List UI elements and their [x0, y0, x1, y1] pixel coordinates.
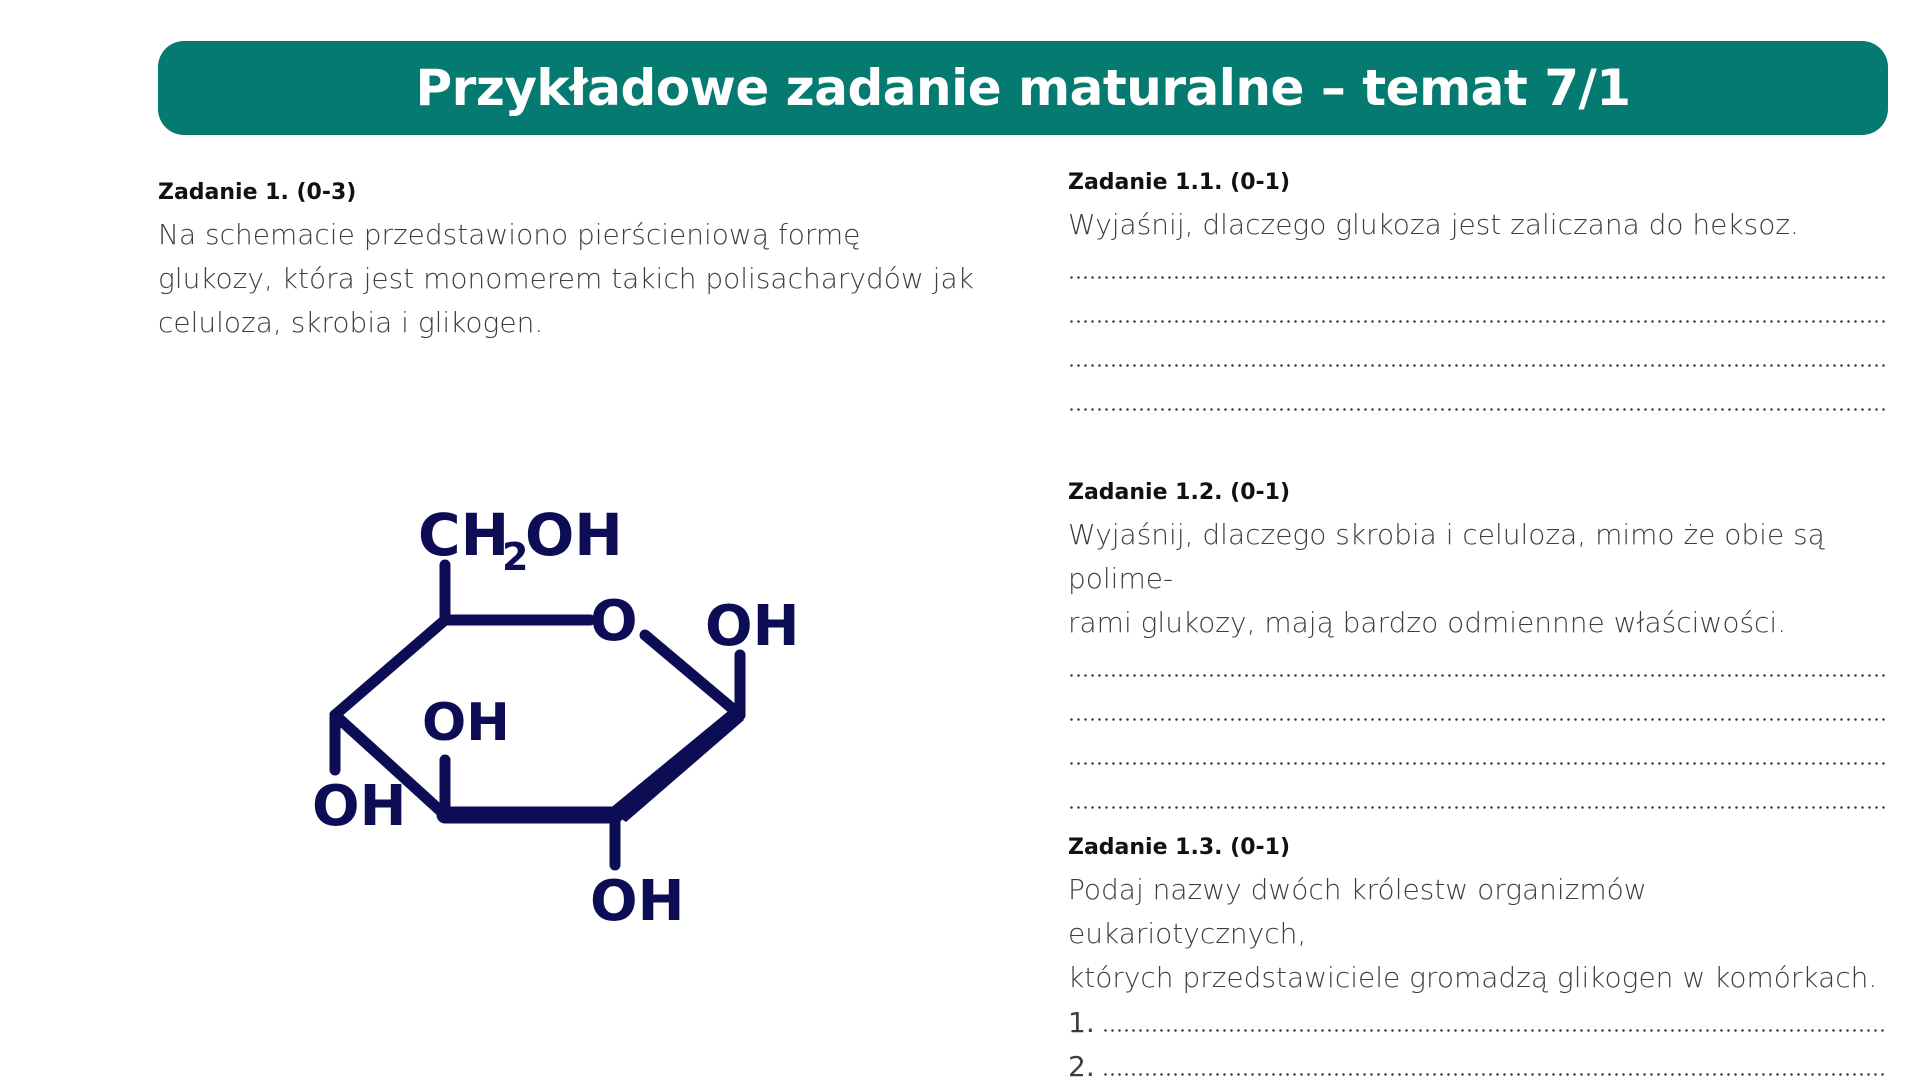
task-1-section [158, 180, 978, 345]
answer-line[interactable] [1068, 689, 1888, 733]
task-1-3-text-line-2: których przedstawiciele gromadzą glikogen w komórkach. [1068, 961, 1878, 994]
answer-line[interactable] [1068, 645, 1888, 689]
task-1-3-text-line-1: Podaj nazwy dwóch królestw organizmów eukariotycznych, [1068, 873, 1647, 950]
task-1-text: Na schemacie przedstawiono pierścieniową formę glukozy, która jest monomerem takich polisacharydów jak celuloza, skrobia i glikogen. [158, 218, 974, 339]
task-1-1-section [1068, 170, 1888, 423]
glucose-ring-diagram [300, 470, 820, 950]
answer-line[interactable] [1102, 1044, 1888, 1088]
ch2oh-subscript: 2 [502, 535, 529, 579]
task-1-1-heading: Zadanie 1.1. (0-1) [1068, 170, 1291, 195]
page-title: Przykładowe zadanie maturalne – temat 7/1 [415, 59, 1631, 117]
task-1-2-text-line-1: Wyjaśnij, dlaczego skrobia i celuloza, mimo że obie są polime- [1068, 518, 1825, 595]
answer-line[interactable] [1068, 777, 1888, 821]
task-1-1-text: Wyjaśnij, dlaczego glukoza jest zaliczana do heksoz. [1068, 208, 1799, 241]
answer-number-2: 2. [1068, 1049, 1095, 1083]
ch2oh-oh-label: OH [525, 501, 623, 569]
answer-line[interactable] [1068, 247, 1888, 291]
bond-c2-c1-wedge [608, 708, 744, 822]
answer-line[interactable] [1068, 379, 1888, 423]
answer-line[interactable] [1068, 335, 1888, 379]
answer-row-2 [1068, 1044, 1888, 1088]
c2-hydroxyl-label: OH [590, 869, 685, 934]
task-1-2-text-line-2: rami glukozy, mają bardzo odmiennne właściwości. [1068, 606, 1787, 639]
c1-hydroxyl-label: OH [705, 594, 800, 659]
answer-row-1 [1068, 1000, 1888, 1044]
answer-number-1: 1. [1068, 1005, 1095, 1039]
c3-hydroxyl-label: OH [422, 693, 510, 753]
title-banner [158, 41, 1888, 135]
answer-line[interactable] [1068, 291, 1888, 335]
ring-oxygen-label: O [590, 589, 638, 654]
answer-line[interactable] [1102, 1000, 1888, 1044]
ch2oh-ch-label: CH [418, 501, 510, 569]
task-1-3-section [1068, 835, 1888, 1088]
task-1-2-heading: Zadanie 1.2. (0-1) [1068, 480, 1291, 505]
task-1-heading: Zadanie 1. (0-3) [158, 180, 357, 205]
task-1-3-heading: Zadanie 1.3. (0-1) [1068, 835, 1291, 860]
answer-line[interactable] [1068, 733, 1888, 777]
c4-hydroxyl-label: OH [312, 774, 407, 839]
task-1-2-section [1068, 480, 1888, 821]
